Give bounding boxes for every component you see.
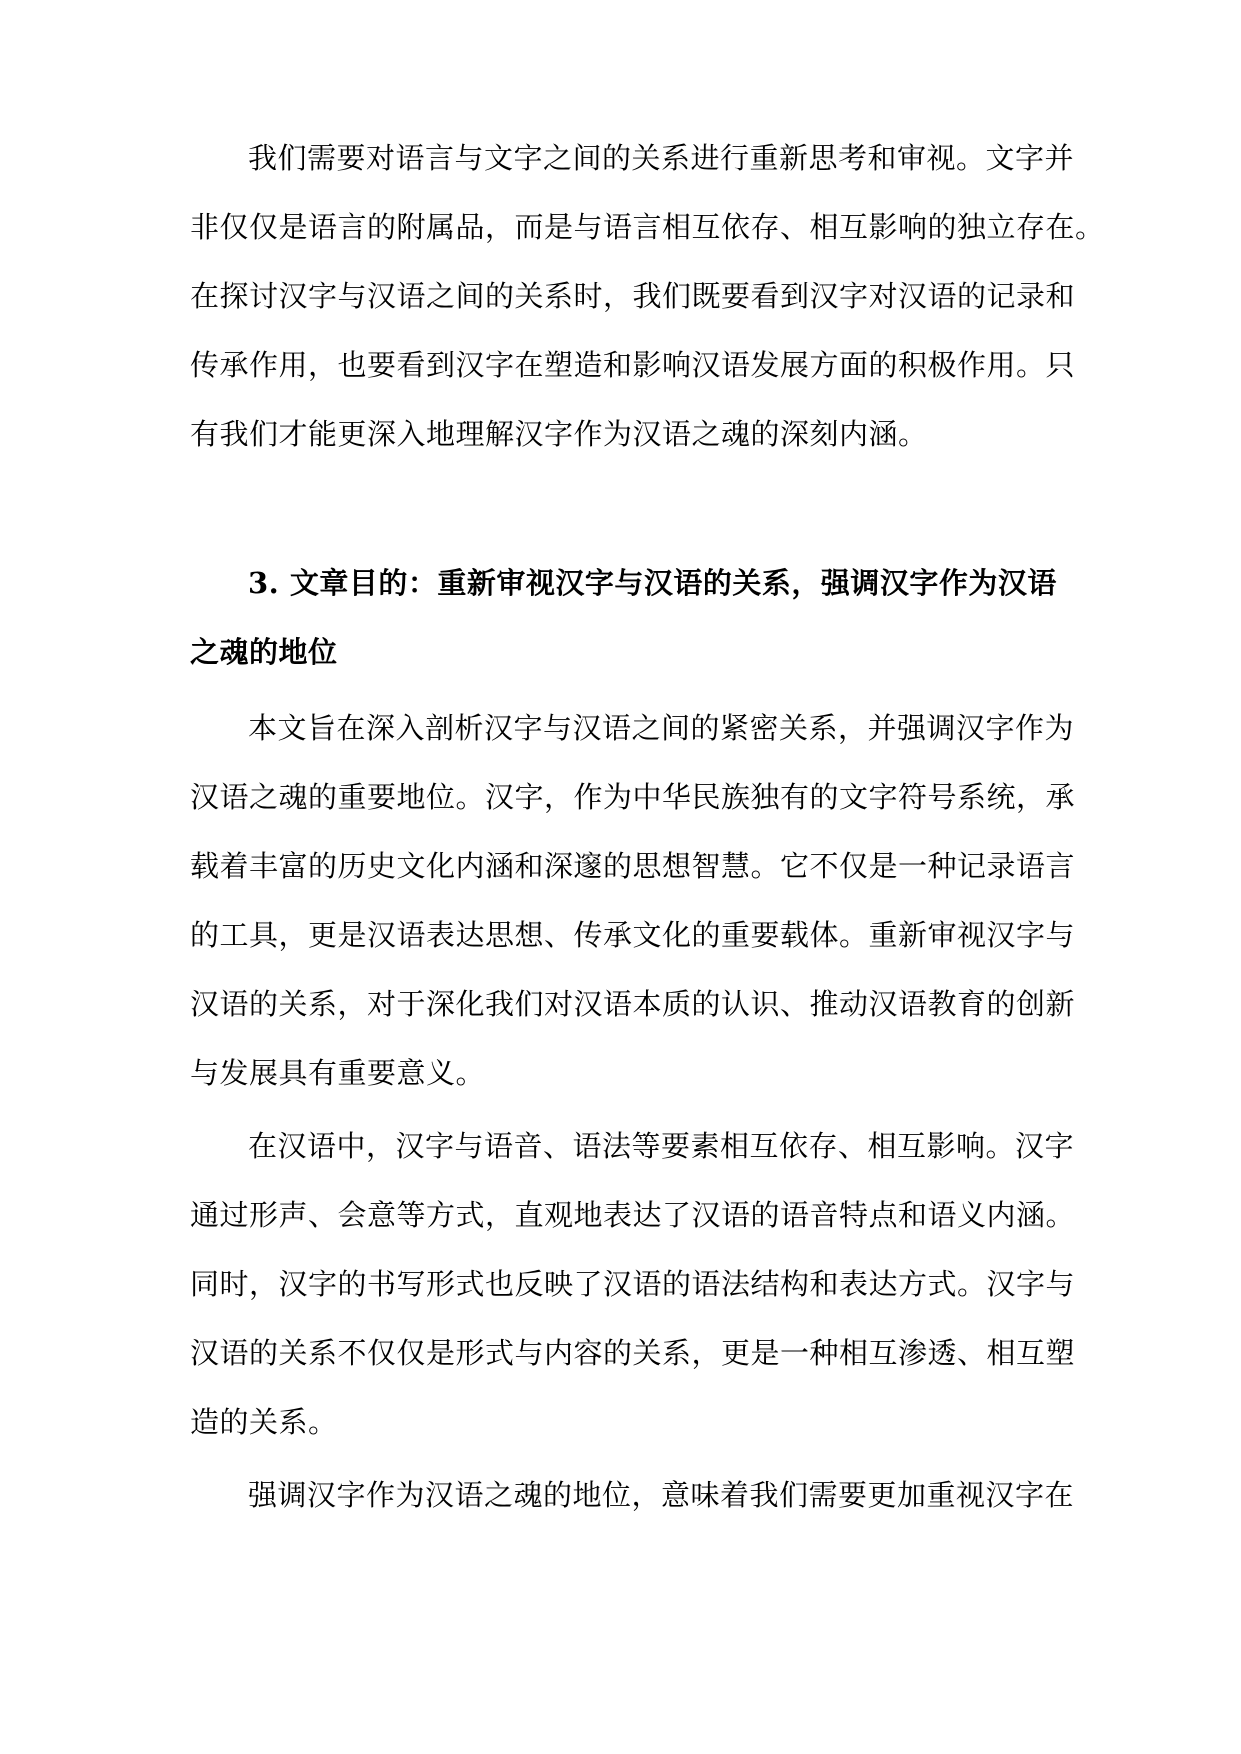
text-line: 汉语之魂的重要地位。汉字，作为中华民族独有的文字符号系统，承 (190, 780, 1076, 814)
text-line: 强调汉字作为汉语之魂的地位，意味着我们需要更加重视汉字在 (248, 1478, 1075, 1512)
text-line: 造的关系。 (190, 1405, 338, 1439)
heading-line: 之魂的地位 (190, 635, 338, 669)
heading-line: 3. 文章目的：重新审视汉字与汉语的关系，强调汉字作为汉语 (248, 566, 1057, 600)
text-line: 汉语的关系，对于深化我们对汉语本质的认识、推动汉语教育的创新 (190, 987, 1076, 1021)
text-line: 传承作用，也要看到汉字在塑造和影响汉语发展方面的积极作用。只 (190, 348, 1076, 382)
text-line: 与发展具有重要意义。 (190, 1056, 486, 1090)
text-line: 非仅仅是语言的附属品，而是与语言相互依存、相互影响的独立存在。 (190, 210, 1105, 244)
text-line: 载着丰富的历史文化内涵和深邃的思想智慧。它不仅是一种记录语言 (190, 849, 1076, 883)
text-line: 汉语的关系不仅仅是形式与内容的关系，更是一种相互渗透、相互塑 (190, 1336, 1076, 1370)
text-line: 的工具，更是汉语表达思想、传承文化的重要载体。重新审视汉字与 (190, 918, 1076, 952)
text-line: 本文旨在深入剖析汉字与汉语之间的紧密关系，并强调汉字作为 (248, 711, 1075, 745)
text-line: 通过形声、会意等方式，直观地表达了汉语的语音特点和语义内涵。 (190, 1198, 1076, 1232)
text-line: 在汉语中，汉字与语音、语法等要素相互依存、相互影响。汉字 (248, 1129, 1075, 1163)
text-line: 我们需要对语言与文字之间的关系进行重新思考和审视。文字并 (248, 141, 1075, 175)
text-line: 同时，汉字的书写形式也反映了汉语的语法结构和表达方式。汉字与 (190, 1267, 1076, 1301)
text-line: 在探讨汉字与汉语之间的关系时，我们既要看到汉字对汉语的记录和 (190, 279, 1076, 313)
text-line: 有我们才能更深入地理解汉字作为汉语之魂的深刻内涵。 (190, 417, 928, 451)
